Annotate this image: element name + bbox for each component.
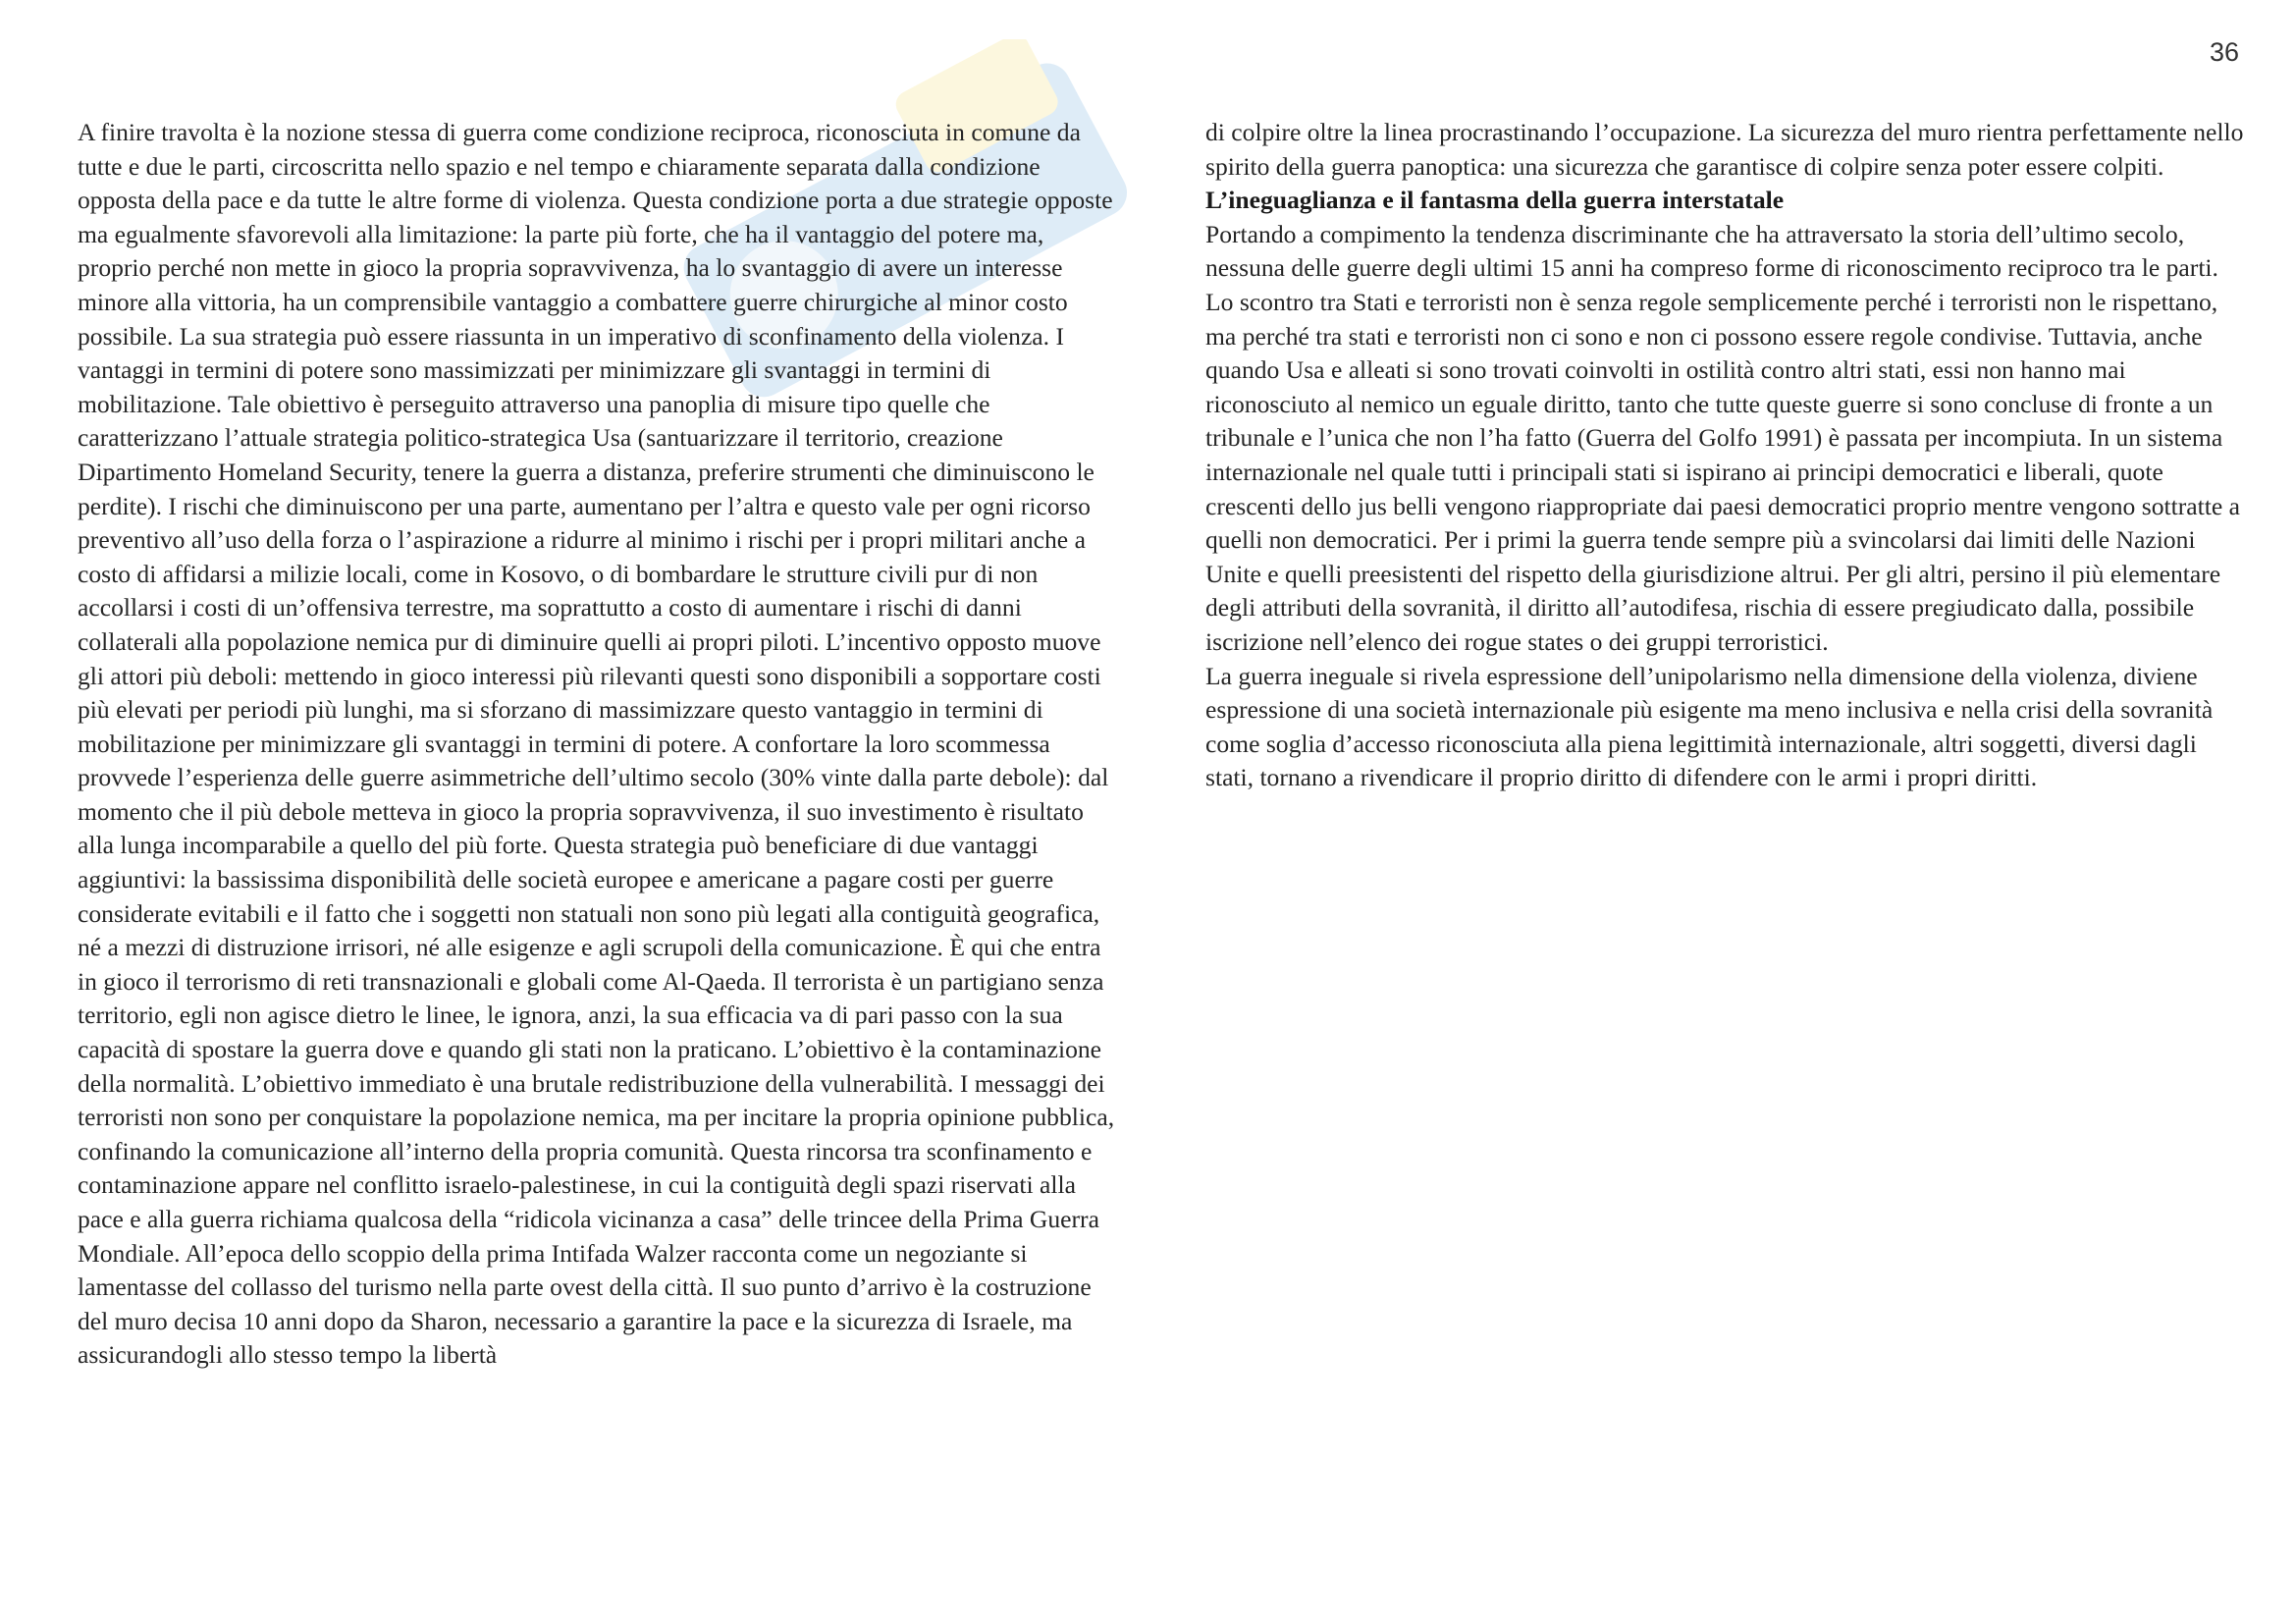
section-heading: L’ineguaglianza e il fantasma della guerra interstatale	[1205, 186, 1785, 215]
body-paragraph: A finire travolta è la nozione stessa di guerra come condizione reciproca, riconosciuta in comune da tutte e due le parti, circoscritta nello spazio e nel tempo e chiaramente separata dalla condizione opposta della pace e da tutte le altre forme di violenza. Questa condizione porta a due strategie opposte ma egualmente sfavorevoli alla limitazione: la parte più forte, che ha il vantaggio del potere ma, proprio perché non mette in gioco la propria sopravvivenza, ha lo svantaggio di avere un interesse minore alla vittoria, ha un comprensibile vantaggio a combattere guerre chirurgiche al minor costo possibile. La sua strategia può essere riassunta in un imperativo di sconfinamento della violenza. I vantaggi in termini di potere sono massimizzati per minimizzare gli svantaggi in termini di mobilitazione. Tale obiettivo è perseguito attraverso una panoplia di misure tipo quelle che caratterizzano l’attuale strategia politico-strategica Usa (santuarizzare il territorio, creazione Dipartimento Homeland Security, tenere la guerra a distanza, preferire strumenti che diminuiscono le perdite). I rischi che diminuiscono per una parte, aumentano per l’altra e questo vale per ogni ricorso preventivo all’uso della forza o l’aspirazione a ridurre al minimo i rischi per i propri militari anche a costo di affidarsi a milizie locali, come in Kosovo, o di bombardare le strutture civili pur di non accollarsi i costi di un’offensiva terrestre, ma soprattutto a costo di aumentare i rischi di danni collaterali alla popolazione nemica pur di diminuire quelli ai propri piloti. L’incentivo opposto muove gli attori più deboli: mettendo in gioco interessi più rilevanti questi sono disponibili a sopportare costi più elevati per periodi più lunghi, ma si sforzano di massimizzare questo vantaggio in termini di mobilitazione per minimizzare gli svantaggi in termini di potere. A confortare la loro scommessa provvede l’esperienza delle guerre asimmetriche dell’ultimo secolo (30% vinte dalla parte debole): dal momento che il più debole metteva in gioco la propria sopravvivenza, il suo investimento è risultato alla lunga incomparabile a quello del più forte. Questa strategia può beneficiare di due vantaggi aggiuntivi: la bassissima disponibilità delle società europee e americane a pagare costi per guerre considerate evitabili e il fatto che i soggetti non statuali non sono più legati alla contiguità geografica, né a mezzi di distruzione irrisori, né alle esigenze e agli scrupoli della comunicazione. È qui che entra in gioco il terrorismo di reti transnazionali e globali come Al-Qaeda. Il terrorista è un partigiano senza territorio, egli non agisce dietro le linee, le ignora, anzi, la sua efficacia va di pari passo con la sua capacità di spostare la guerra dove e quando gli stati non la praticano. L’obiettivo è la contaminazione della normalità. L’obiettivo immediato è una brutale redistribuzione della vulnerabilità. I messaggi dei terroristi non sono per conquistare la popolazione nemica, ma per incitare la propria opinione pubblica, confinando la comunicazione all’interno della propria comunità. Questa rincorsa tra sconfinamento e contaminazione appare nel conflitto israelo-palestinese, in cui la contiguità degli spazi riservati alla pace e alla guerra richiama qualcosa della “ridicola vicinanza a casa” delle trincee della Prima Guerra Mondiale. All’epoca dello scoppio della prima Intifada Walzer racconta come un negoziante si lamentasse del collasso del turismo nella parte ovest della città. Il suo punto d’arrivo è la costruzione del muro decisa 10 anni dopo da Sharon, necessario a garantire la pace e la sicurezza di Israele, ma assicurandogli allo stesso tempo la libertà	[78, 118, 1115, 1370]
body-paragraph: Portando a compimento la tendenza discriminante che ha attraversato la storia dell’ultimo secolo, nessuna delle guerre degli ultimi 15 anni ha compreso forme di riconoscimento reciproco tra le parti. Lo scontro tra Stati e terroristi non è senza regole semplicemente perché i terroristi non le rispettano, ma perché tra stati e terroristi non ci sono e non ci possono essere regole condivise. Tuttavia, anche quando Usa e alleati si sono trovati coinvolti in ostilità contro altri stati, essi non hanno mai riconosciuto al nemico un eguale diritto, tanto che tutte queste guerre si sono concluse di fronte a un tribunale e l’unica che non l’ha fatto (Guerra del Golfo 1991) è passata per incompiuta. In un sistema internazionale nel quale tutti i principali stati si ispirano ai principi democratici e liberali, quote crescenti dello jus belli vengono riappropriate dai paesi democratici proprio mentre vengono sottratte a quelli non democratici. Per i primi la guerra tende sempre più a svincolarsi dai limiti delle Nazioni Unite e quelli preesistenti del rispetto della giurisdizione altrui. Per gli altri, persino il più elementare degli attributi della sovranità, il diritto all’autodifesa, rischia di essere pregiudicato dalla, possibile iscrizione nell’elenco dei rogue states o dei gruppi terroristici.	[1205, 219, 2240, 656]
body-paragraph-continuation: di colpire oltre la linea procrastinando l’occupazione. La sicurezza del muro rientra perfettamente nello spirito della guerra panoptica: una sicurezza che garantisce di colpire senza poter essere colpiti.	[1205, 118, 2244, 181]
body-paragraph: La guerra ineguale si rivela espressione dell’unipolarismo nella dimensione della violenza, diviene espressione di una società internazionale più esigente ma meno inclusiva e nella crisi della sovranità come soglia d’accesso riconosciuta alla piena legittimità internazionale, altri soggetti, diversi dagli stati, tornano a rivendicare il proprio diritto di difendere con le armi i propri diritti.	[1205, 661, 2214, 792]
page-number: 36	[2209, 37, 2239, 67]
left-column	[78, 116, 1118, 1373]
right-column	[1205, 116, 2244, 795]
